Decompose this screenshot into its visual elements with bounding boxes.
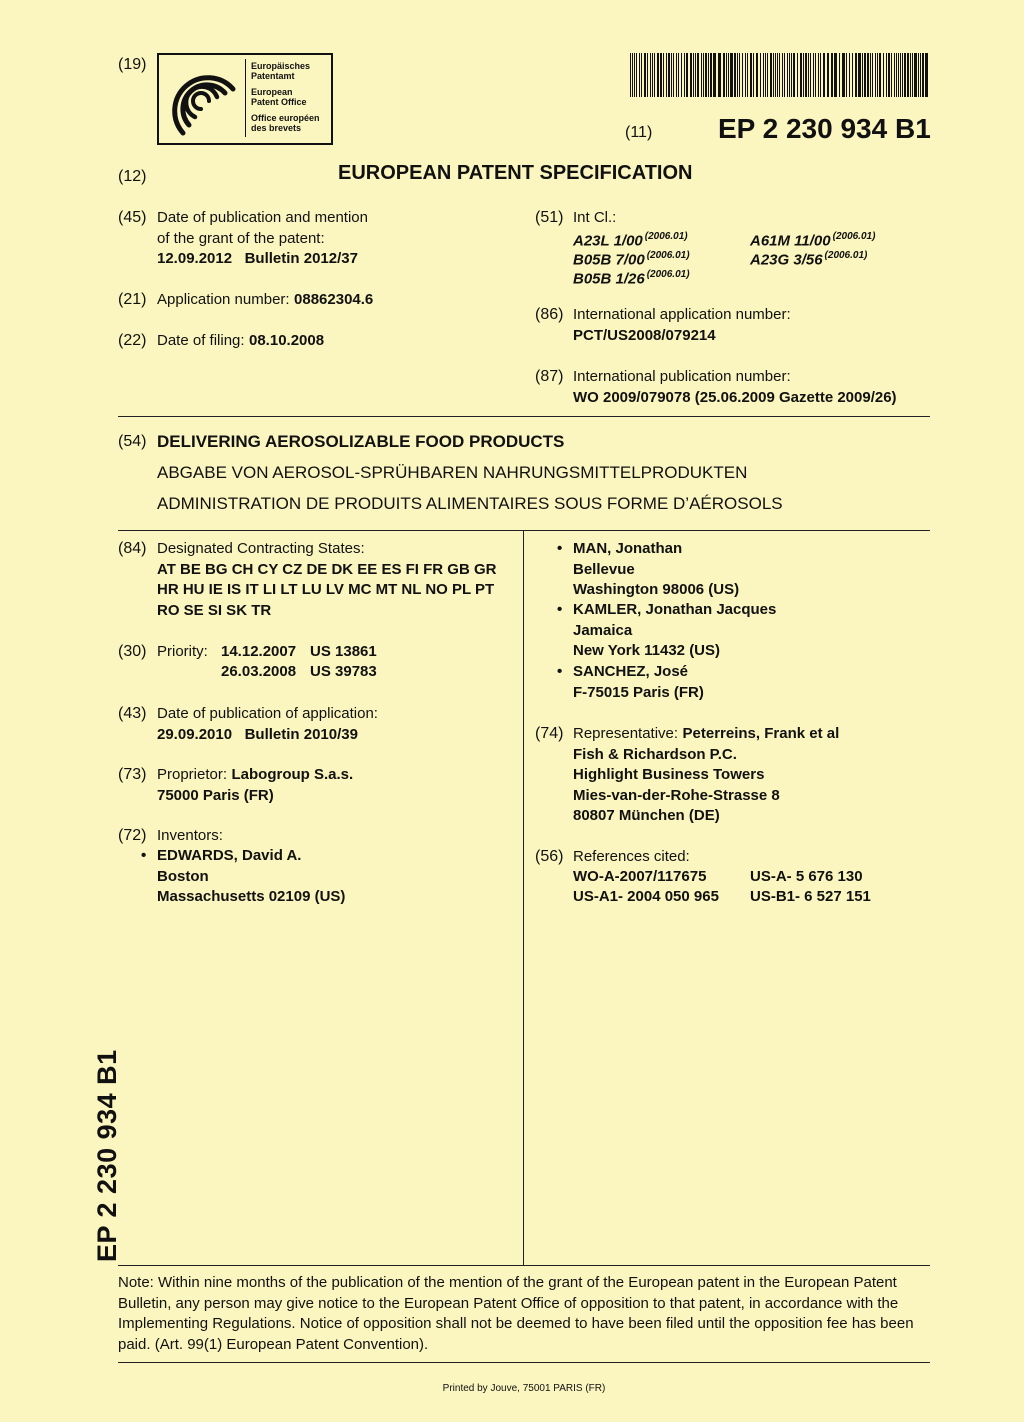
barcode-bar bbox=[660, 53, 662, 97]
barcode-bar bbox=[703, 53, 704, 97]
barcode-bar bbox=[756, 53, 758, 97]
barcode-bar bbox=[787, 53, 788, 97]
barcode-bar bbox=[907, 53, 909, 97]
field-73: Proprietor: Labogroup S.a.s. 75000 Paris (FR) bbox=[157, 766, 354, 804]
barcode-bar bbox=[765, 53, 766, 97]
barcode-bar bbox=[879, 53, 881, 97]
barcode-bar bbox=[815, 53, 816, 97]
barcode-bar bbox=[737, 53, 738, 97]
barcode-bar bbox=[775, 53, 776, 97]
barcode-bar bbox=[888, 53, 890, 97]
barcode-bar bbox=[800, 53, 802, 97]
logo-text-de: Europäisches Patentamt bbox=[251, 61, 311, 81]
barcode-bar bbox=[770, 53, 772, 97]
side-patent-number: EP 2 230 934 B1 bbox=[92, 1049, 122, 1262]
barcode-bar bbox=[767, 53, 768, 97]
code-56: (56) bbox=[535, 848, 564, 865]
code-45: (45) bbox=[118, 209, 147, 226]
barcode-bar bbox=[634, 53, 635, 97]
barcode-bar bbox=[763, 53, 764, 97]
barcode-bar bbox=[813, 53, 814, 97]
priority-date-2: 26.03.2008 bbox=[221, 663, 297, 680]
code-73: (73) bbox=[118, 766, 147, 783]
barcode-bar bbox=[784, 53, 785, 97]
int-class-1: A23L 1/00 $^{(2006.01)}$ bbox=[573, 231, 688, 250]
barcode-bar bbox=[773, 53, 774, 97]
code-19: (19) bbox=[118, 56, 147, 73]
priority-label: Priority: bbox=[157, 643, 208, 660]
int-class-2: A61M 11/00 $^{(2006.01)}$ bbox=[750, 231, 876, 250]
barcode-bar bbox=[855, 53, 857, 97]
field-87: International publication number: WO 2009/079078 (25.06.2009 Gazette 2009/26) bbox=[573, 368, 897, 406]
barcode-bar bbox=[726, 53, 727, 97]
divider-2 bbox=[118, 530, 930, 531]
field-45: Date of publication and mention of the grant of the patent: 12.09.2012 Bulletin 2012/37 bbox=[157, 209, 368, 267]
barcode-bar bbox=[839, 53, 840, 97]
reference-4: US-B1- 6 527 151 bbox=[750, 888, 871, 905]
code-84: (84) bbox=[118, 540, 147, 557]
barcode-bar bbox=[673, 53, 674, 97]
code-12: (12) bbox=[118, 168, 147, 185]
bullet: • bbox=[557, 540, 563, 557]
barcode-bar bbox=[912, 53, 913, 97]
barcode-bar bbox=[782, 53, 783, 97]
barcode-bar bbox=[862, 53, 863, 97]
logo-divider bbox=[245, 59, 246, 137]
barcode-bar bbox=[920, 53, 921, 97]
code-72: (72) bbox=[118, 827, 147, 844]
barcode-bar bbox=[864, 53, 866, 97]
code-74: (74) bbox=[535, 725, 564, 742]
epo-logo bbox=[157, 53, 333, 145]
barcode-bar bbox=[852, 53, 853, 97]
barcode-bar bbox=[793, 53, 795, 97]
barcode-bar bbox=[896, 53, 897, 97]
barcode-bar bbox=[730, 53, 733, 97]
field-74: Representative: Peterreins, Frank et al Fish & Richardson P.C. Highlight Business Towers Mies-van-der-Rohe-Strasse 8 80807 München (DE) bbox=[573, 725, 840, 824]
barcode-bar bbox=[678, 53, 679, 97]
barcode-bar bbox=[803, 53, 804, 97]
divider-3 bbox=[118, 1265, 930, 1266]
barcode-bar bbox=[666, 53, 667, 97]
field-21: Application number: 08862304.6 bbox=[157, 291, 374, 308]
barcode-bar bbox=[902, 53, 903, 97]
barcode-bar bbox=[877, 53, 878, 97]
barcode-bar bbox=[886, 53, 887, 97]
barcode-bar bbox=[922, 53, 924, 97]
barcode-bar bbox=[671, 53, 672, 97]
barcode-bar bbox=[846, 53, 847, 97]
barcode-bar bbox=[891, 53, 892, 97]
field-86: International application number: PCT/US2008/079214 bbox=[573, 306, 791, 344]
barcode-bar bbox=[789, 53, 790, 97]
barcode-bar bbox=[823, 53, 825, 97]
barcode-bar bbox=[734, 53, 736, 97]
barcode-bar bbox=[827, 53, 829, 97]
barcode-bar bbox=[750, 53, 752, 97]
barcode-bar bbox=[760, 53, 761, 97]
barcode-bar bbox=[723, 53, 725, 97]
inventor-4: SANCHEZ, José F-75015 Paris (FR) bbox=[573, 663, 704, 701]
barcode-bar bbox=[668, 53, 670, 97]
code-21: (21) bbox=[118, 291, 147, 308]
priority-date-1: 14.12.2007 bbox=[221, 643, 297, 660]
epo-logo-icon bbox=[161, 57, 245, 141]
opposition-note: Note: Within nine months of the publication of the mention of the grant of the European patent in the European Patent Bulletin, any person may give notice to the European Patent Office of opposition to that patent, in accordance with the Implementing Regulations. Notice of opposition shall not be deemed to have been filed until the opposition fee has been paid. (Art. 99(1) European Patent Convention). bbox=[118, 1274, 914, 1353]
barcode-bar bbox=[797, 53, 798, 97]
patent-number: EP 2 230 934 B1 bbox=[718, 113, 931, 144]
barcode-bar bbox=[808, 53, 809, 97]
barcode-bar bbox=[657, 53, 659, 97]
barcode-bar bbox=[867, 53, 869, 97]
barcode-bar bbox=[900, 53, 901, 97]
doc-title: EUROPEAN PATENT SPECIFICATION bbox=[338, 162, 693, 184]
barcode-bar bbox=[690, 53, 692, 97]
priority-num-1: US 13861 bbox=[310, 643, 377, 660]
code-22: (22) bbox=[118, 332, 147, 349]
barcode-bar bbox=[883, 53, 884, 97]
barcode-bar bbox=[728, 53, 729, 97]
barcode-bar bbox=[842, 53, 845, 97]
divider-4 bbox=[118, 1362, 930, 1363]
barcode-bar bbox=[718, 53, 721, 97]
barcode-bar bbox=[652, 53, 653, 97]
barcode-bar bbox=[742, 53, 743, 97]
barcode-bar bbox=[710, 53, 712, 97]
bullet: • bbox=[557, 663, 563, 680]
barcode-bar bbox=[904, 53, 906, 97]
barcode-bar bbox=[747, 53, 748, 97]
bullet: • bbox=[557, 601, 563, 618]
barcode-bar bbox=[663, 53, 664, 97]
barcode-bar bbox=[632, 53, 633, 97]
barcode-bar bbox=[858, 53, 861, 97]
code-86: (86) bbox=[535, 306, 564, 323]
barcode-bar bbox=[745, 53, 746, 97]
inventor-2: MAN, Jonathan Bellevue Washington 98006 (US) bbox=[573, 540, 740, 598]
barcode-bar bbox=[791, 53, 792, 97]
barcode-bar bbox=[777, 53, 778, 97]
barcode-bar bbox=[650, 53, 651, 97]
barcode-bar bbox=[875, 53, 876, 97]
reference-3: US-A1- 2004 050 965 bbox=[573, 888, 719, 905]
inventor-1: EDWARDS, David A. Boston Massachusetts 02109 (US) bbox=[157, 847, 346, 905]
barcode-bar bbox=[831, 53, 833, 97]
column-divider bbox=[523, 530, 524, 1265]
barcode-bar bbox=[739, 53, 740, 97]
references-label: References cited: bbox=[573, 848, 690, 865]
title-en: DELIVERING AEROSOLIZABLE FOOD PRODUCTS bbox=[157, 432, 565, 451]
title-fr: ADMINISTRATION DE PRODUITS ALIMENTAIRES SOUS FORME D’AÉROSOLS bbox=[157, 494, 783, 513]
code-51: (51) bbox=[535, 209, 564, 226]
divider-1 bbox=[118, 416, 930, 417]
barcode-bar bbox=[654, 53, 655, 97]
reference-2: US-A- 5 676 130 bbox=[750, 868, 863, 885]
int-class-5: B05B 1/26 $^{(2006.01)}$ bbox=[573, 269, 690, 288]
barcode-bar bbox=[805, 53, 807, 97]
reference-1: WO-A-2007/117675 bbox=[573, 868, 707, 885]
logo-text-en: European Patent Office bbox=[251, 87, 307, 107]
barcode-bar bbox=[849, 53, 850, 97]
barcode-bar bbox=[641, 53, 642, 97]
code-11: (11) bbox=[625, 124, 653, 141]
logo-text-fr: Office européen des brevets bbox=[251, 113, 320, 133]
code-54: (54) bbox=[118, 433, 147, 450]
barcode-bar bbox=[779, 53, 780, 97]
barcode-bar bbox=[647, 53, 648, 97]
barcode-bar bbox=[676, 53, 677, 97]
priority-num-2: US 39783 bbox=[310, 663, 377, 680]
inventors-label: Inventors: bbox=[157, 827, 223, 844]
barcode-bar bbox=[914, 53, 917, 97]
barcode-bar bbox=[753, 53, 754, 97]
barcode-bar bbox=[925, 53, 928, 97]
barcode-bar bbox=[693, 53, 694, 97]
barcode-bar bbox=[898, 53, 899, 97]
int-cl-label: Int Cl.: bbox=[573, 209, 617, 226]
printer-footer: Printed by Jouve, 75001 PARIS (FR) bbox=[442, 1383, 606, 1394]
title-de: ABGABE VON AEROSOL-SPRÜHBAREN NAHRUNGSMITTELPRODUKTEN bbox=[157, 463, 748, 482]
barcode-bar bbox=[644, 53, 646, 97]
barcode-bar bbox=[910, 53, 911, 97]
barcode-bar bbox=[701, 53, 702, 97]
barcode-bar bbox=[639, 53, 640, 97]
field-84: Designated Contracting States: AT BE BG CH CY CZ DE DK EE ES FI FR GB GR HR HU IE IS IT LI LT LU LV MC MT NL NO PL PT RO SE SI SK TR bbox=[157, 540, 497, 619]
barcode-bar bbox=[834, 53, 837, 97]
bullet: • bbox=[141, 847, 147, 864]
barcode-bar bbox=[686, 53, 688, 97]
int-class-3: B05B 7/00 $^{(2006.01)}$ bbox=[573, 250, 690, 269]
barcode-bar bbox=[918, 53, 919, 97]
barcode-bar bbox=[630, 53, 631, 97]
barcode bbox=[630, 53, 930, 97]
barcode-bar bbox=[820, 53, 821, 97]
barcode-bar bbox=[684, 53, 685, 97]
barcode-bar bbox=[810, 53, 811, 97]
barcode-bar bbox=[713, 53, 716, 97]
barcode-bar bbox=[636, 53, 637, 97]
barcode-bar bbox=[870, 53, 871, 97]
barcode-bar bbox=[818, 53, 819, 97]
field-43: Date of publication of application: 29.09.2010 Bulletin 2010/39 bbox=[157, 705, 378, 743]
inventor-3: KAMLER, Jonathan Jacques Jamaica New York 11432 (US) bbox=[573, 601, 777, 659]
barcode-bar bbox=[695, 53, 696, 97]
int-class-4: A23G 3/56 $^{(2006.01)}$ bbox=[750, 250, 868, 269]
barcode-bar bbox=[697, 53, 699, 97]
barcode-bar bbox=[894, 53, 895, 97]
code-43: (43) bbox=[118, 705, 147, 722]
code-87: (87) bbox=[535, 368, 564, 385]
code-30: (30) bbox=[118, 643, 147, 660]
barcode-bar bbox=[708, 53, 709, 97]
barcode-bar bbox=[872, 53, 873, 97]
barcode-bar bbox=[705, 53, 707, 97]
barcode-bar bbox=[681, 53, 682, 97]
field-22: Date of filing: 08.10.2008 bbox=[157, 332, 325, 349]
